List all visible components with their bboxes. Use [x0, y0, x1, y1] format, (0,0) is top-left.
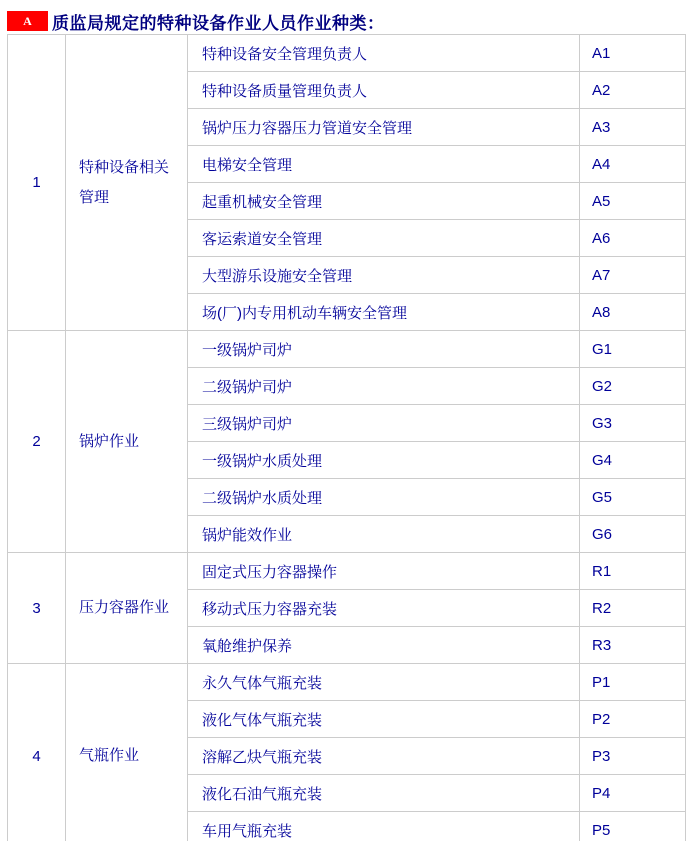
- code-cell: P5: [580, 812, 686, 841]
- code-cell: A8: [580, 294, 686, 331]
- category-cell: 特种设备相关管理: [66, 35, 188, 331]
- job-cell: 锅炉能效作业: [188, 516, 580, 553]
- code-cell: A1: [580, 35, 686, 72]
- code-cell: G5: [580, 479, 686, 516]
- equipment-table-body: [8, 35, 686, 841]
- code-cell: G2: [580, 368, 686, 405]
- job-cell: 场(厂)内专用机动车辆安全管理: [188, 294, 580, 331]
- job-cell: 一级锅炉司炉: [188, 331, 580, 368]
- code-cell: R1: [580, 553, 686, 590]
- job-cell: 二级锅炉司炉: [188, 368, 580, 405]
- category-cell: 气瓶作业: [66, 664, 188, 841]
- code-cell: P3: [580, 738, 686, 775]
- section-badge: A: [7, 11, 48, 31]
- code-cell: A3: [580, 109, 686, 146]
- code-cell: A7: [580, 257, 686, 294]
- group-number-cell: 2: [8, 331, 66, 553]
- job-cell: 车用气瓶充装: [188, 812, 580, 841]
- code-cell: A2: [580, 72, 686, 109]
- job-cell: 固定式压力容器操作: [188, 553, 580, 590]
- job-cell: 液化气体气瓶充装: [188, 701, 580, 738]
- code-cell: A5: [580, 183, 686, 220]
- job-cell: 溶解乙炔气瓶充装: [188, 738, 580, 775]
- code-cell: G1: [580, 331, 686, 368]
- category-cell: 锅炉作业: [66, 331, 188, 553]
- code-cell: A4: [580, 146, 686, 183]
- job-cell: 移动式压力容器充装: [188, 590, 580, 627]
- code-cell: G4: [580, 442, 686, 479]
- code-cell: G3: [580, 405, 686, 442]
- group-number-cell: 1: [8, 35, 66, 331]
- table-row: [8, 553, 686, 590]
- table-row: [8, 331, 686, 368]
- job-cell: 一级锅炉水质处理: [188, 442, 580, 479]
- code-cell: R3: [580, 627, 686, 664]
- table-row: [8, 35, 686, 72]
- job-cell: 客运索道安全管理: [188, 220, 580, 257]
- job-cell: 氧舱维护保养: [188, 627, 580, 664]
- job-cell: 液化石油气瓶充装: [188, 775, 580, 812]
- equipment-category-table: [7, 34, 686, 841]
- job-cell: 锅炉压力容器压力管道安全管理: [188, 109, 580, 146]
- job-cell: 起重机械安全管理: [188, 183, 580, 220]
- job-cell: 永久气体气瓶充装: [188, 664, 580, 701]
- code-cell: A6: [580, 220, 686, 257]
- code-cell: P4: [580, 775, 686, 812]
- page-title: 质监局规定的特种设备作业人员作业种类：: [52, 13, 385, 33]
- code-cell: G6: [580, 516, 686, 553]
- job-cell: 大型游乐设施安全管理: [188, 257, 580, 294]
- code-cell: P1: [580, 664, 686, 701]
- table-row: [8, 664, 686, 701]
- group-number-cell: 3: [8, 553, 66, 664]
- job-cell: 二级锅炉水质处理: [188, 479, 580, 516]
- job-cell: 三级锅炉司炉: [188, 405, 580, 442]
- group-number-cell: 4: [8, 664, 66, 841]
- code-cell: P2: [580, 701, 686, 738]
- job-cell: 特种设备安全管理负责人: [188, 35, 580, 72]
- category-cell: 压力容器作业: [66, 553, 188, 664]
- job-cell: 电梯安全管理: [188, 146, 580, 183]
- section-header: [7, 8, 689, 34]
- code-cell: R2: [580, 590, 686, 627]
- job-cell: 特种设备质量管理负责人: [188, 72, 580, 109]
